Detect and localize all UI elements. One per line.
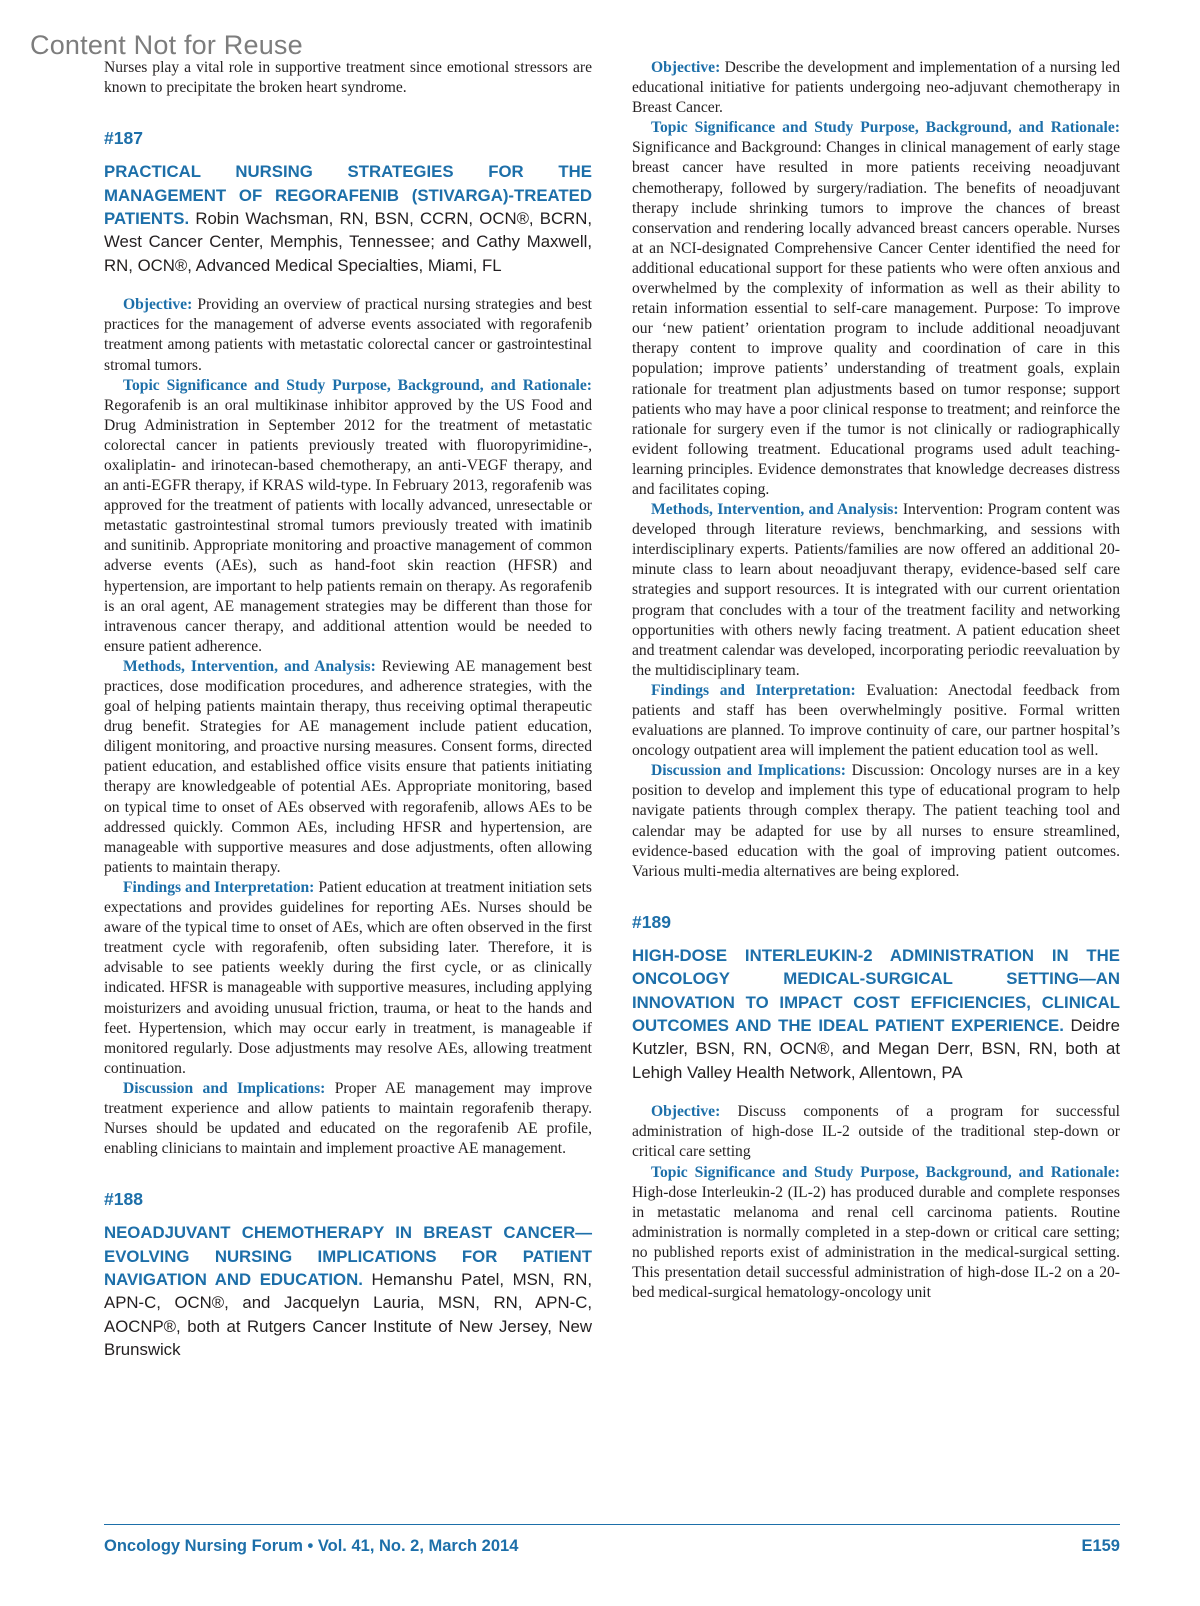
- topic-label: Topic Significance and Study Purpose, Background, and Rationale:: [651, 119, 1120, 137]
- discussion-text: Discussion: Oncology nurses are in a key position to develop and implement this type of educational program to help navigate patients through complex therapy. The patient teaching tool and calendar may be adapted for use by all nurses to ensure streamlined, evidence-based education with the goal of improving patient outcomes. Various multi-media alternatives are being explored.: [632, 762, 1120, 880]
- objective-label: Objective:: [651, 1103, 721, 1121]
- abstract-189-authors: Deidre Kutzler, BSN, RN, OCN®, and Megan Derr, BSN, RN, both at Lehigh Valley Health Network, Allentown, PA: [632, 1016, 1120, 1082]
- objective-label: Objective:: [651, 59, 721, 76]
- methods-label: Methods, Intervention, and Analysis:: [651, 501, 899, 519]
- abstract-189-topic: [632, 1163, 1120, 1304]
- journal-citation: Oncology Nursing Forum • Vol. 41, No. 2, March 2014: [104, 1537, 519, 1555]
- abstract-187-title: PRACTICAL NURSING STRATEGIES FOR THE MANAGEMENT OF REGORAFENIB (STIVARGA)-TREATED PATIENTS.: [104, 162, 592, 228]
- abstract-189-heading: [632, 944, 1120, 1084]
- watermark: Content Not for Reuse: [30, 30, 303, 60]
- methods-label: Methods, Intervention, and Analysis:: [123, 657, 376, 675]
- discussion-text: Proper AE management may improve treatment experience and allow patients to maintain regorafenib therapy. Nurses should be updated and educated on the regorafenib AE profile, enabling clinicians to maintain and implement proactive AE management.: [104, 1079, 592, 1158]
- abstract-188-number: #188: [104, 1189, 143, 1210]
- footer-rule: [104, 1524, 1120, 1525]
- abstract-189-title: HIGH-DOSE INTERLEUKIN-2 ADMINISTRATION IN THE ONCOLOGY MEDICAL-SURGICAL SETTING—AN INNOVATION TO IMPACT COST EFFICIENCIES, CLINICAL OUTCOMES AND THE IDEAL PATIENT EXPERIENCE.: [632, 945, 1120, 1036]
- abstract-187-number: #187: [104, 128, 143, 149]
- objective-text: Describe the development and implementation of a nursing led educational initiative for patients undergoing neo-adjuvant chemotherapy in Breast Cancer.: [632, 59, 1121, 117]
- topic-label: Topic Significance and Study Purpose, Background, and Rationale:: [123, 376, 592, 394]
- topic-text: Regorafenib is an oral multikinase inhibitor approved by the US Food and Drug Administration in September 2012 for the treatment of metastatic colorectal cancer in patients previously treated with fluoropyrimidine-, oxaliplatin- and irinotecan-based chemotherapy, an anti-VEGF therapy, and an anti-EGFR therapy, if KRAS wild-type. In February 2013, regorafenib was approved for the treatment of patients with locally advanced, unresectable or metastatic gastrointestinal stromal tumors previously treated with imatinib and sunitinib. Appropriate monitoring and proactive management of common adverse events (AEs), such as hand-foot skin reaction (HFSR) and hypertension, are important to help patients remain on therapy. As regorafenib is an oral agent, AE management strategies may be different than those for intravenous cancer therapy, and additional attention would be needed to ensure patient adherence.: [104, 396, 592, 655]
- abstract-187-discussion: [104, 1079, 592, 1159]
- abstract-187-authors: Robin Wachsman, RN, BSN, CCRN, OCN®, BCRN, West Cancer Center, Memphis, Tennessee; and Cathy Maxwell, RN, OCN®, Advanced Medical Specialties, Miami, FL: [104, 209, 592, 275]
- abstract-187-heading: [104, 160, 592, 277]
- page-number: E159: [1081, 1537, 1120, 1555]
- abstract-187-topic: [104, 376, 592, 657]
- findings-text: Evaluation: Anectodal feedback from patients and staff has been overwhelmingly positive. Formal written evaluations are planned. To improve continuity of care, our partner hospital’s oncology outpatient area will implement the patient education tool as well.: [632, 681, 1120, 760]
- findings-label: Findings and Interpretation:: [651, 681, 856, 699]
- abstract-187-findings: [104, 878, 592, 1079]
- abstract-188-title: NEOADJUVANT CHEMOTHERAPY IN BREAST CANCER—EVOLVING NURSING IMPLICATIONS FOR PATIENT NAVIGATION AND EDUCATION.: [104, 1223, 592, 1290]
- abstract-189-number: #189: [632, 911, 671, 932]
- abstract-188-topic: [632, 118, 1120, 500]
- abstract-188-authors: Hemanshu Patel, MSN, RN, APN-C, OCN®, and Jacquelyn Lauria, MSN, RN, APN-C, AOCNP®, both at Rutgers Cancer Institute of New Jersey, New Brunswick: [104, 1270, 593, 1360]
- abstract-187-methods: [104, 657, 592, 878]
- topic-text: Significance and Background: Changes in clinical management of early stage breast cancer have resulted in more patients receiving neoadjuvant chemotherapy, followed by surgery/radiation. The benefits of neoadjuvant therapy include shrinking tumors to improve the chances of breast conservation and rendering locally advanced breast cancers operable. Nurses at an NCI-designated Comprehensive Cancer Center identified the need for additional educational support for these patients who were often anxious and overwhelmed by the complexity of information as well as their ability to retain information essential to self-care management. Purpose: To improve our ‘new patient’ orientation program to include additional neoadjuvant therapy content to improve quality and coordination of care in this population; improve patients’ understanding of treatment goals, explain rationale for treatment plan adjustments based on tumor response; support patients who may have a poor clinical response to treatment; and reinforce the rationale for surgery even if the tumor is not clinically or radiographically evident following treatment. Educational programs used adult teaching-learning principles. Evidence demonstrates that knowledge decreases distress and facilitates coping.: [632, 139, 1120, 498]
- objective-text: Providing an overview of practical nursing strategies and best practices for the management of adverse events associated with regorafenib treatment among patients with metastatic colorectal cancer or gastrointestinal stromal tumors.: [104, 296, 592, 374]
- discussion-label: Discussion and Implications:: [123, 1079, 326, 1097]
- findings-label: Findings and Interpretation:: [123, 878, 315, 896]
- abstract-189-objective: [632, 1102, 1120, 1162]
- intro-paragraph: Nurses play a vital role in supportive treatment since emotional stressors are known to precipitate the broken heart syndrome.: [104, 59, 592, 97]
- abstract-188-objective: [632, 58, 1120, 118]
- findings-text: Patient education at treatment initiation sets expectations and provides guidelines for reporting AEs. Nurses should be aware of the typical time to onset of AEs, which are often observed in the first treatment cycle with regorafenib, often subsiding later. Therefore, it is advisable to see patients weekly during the first cycle, or as clinically indicated. HFSR is manageable with supportive measures, including applying moisturizers and avoiding unusual friction, trauma, or heat to the hands and feet. Hypertension, which may occur early in treatment, is manageable if monitored regularly. Dose adjustments may resolve AEs, allowing treatment continuation.: [104, 878, 592, 1077]
- methods-text: Intervention: Program content was developed through literature reviews, benchmarking, and sessions with interdisciplinary experts. Patients/families are now offered an additional 20-minute class to learn about neoadjuvant therapy, evidence-based self care strategies and support resources. It is integrated with our current orientation program that concludes with a tour of the treatment facility and networking opportunities with others newly facing treatment. A patient education sheet and treatment calendar was developed, incorporating periodic reevaluation by the multidisciplinary team.: [632, 501, 1121, 679]
- methods-text: Reviewing AE management best practices, dose modification procedures, and adherence strategies, with the goal of helping patients maintain therapy, thus receiving optimal therapeutic drug benefit. Strategies for AE management include patient education, diligent monitoring, and proactive nursing measures. Consent forms, directed patient education, and established office visits ensure that patients initiating therapy are knowledgeable of potential AEs. Appropriate monitoring, based on typical time to onset of AEs observed with regorafenib, allows AEs to be addressed quickly. Common AEs, including HFSR and hypertension, are manageable with supportive measures and dose adjustments, often allowing patients to maintain therapy.: [104, 657, 593, 876]
- objective-label: Objective:: [123, 296, 193, 314]
- topic-text: High-dose Interleukin-2 (IL-2) has produced durable and complete responses in metastatic melanoma and renal cell carcinoma patients. Routine administration is normally completed in a step-down or critical care setting; no published reports exist of administration in the medical-surgical setting. This presentation detail successful administration of high-dose IL-2 on a 20-bed medical-surgical hematology-oncology unit: [632, 1183, 1120, 1302]
- left-column: [104, 58, 592, 1362]
- abstract-188-methods: [632, 500, 1120, 681]
- abstract-187-objective: [104, 295, 592, 375]
- right-column: [632, 58, 1120, 1303]
- objective-text: Discuss components of a program for successful administration of high-dose IL-2 outside of the traditional step-down or critical care setting: [632, 1103, 1120, 1161]
- abstract-188-discussion: [632, 761, 1120, 882]
- abstract-188-heading: [104, 1221, 592, 1361]
- discussion-label: Discussion and Implications:: [651, 762, 846, 780]
- topic-label: Topic Significance and Study Purpose, Background, and Rationale:: [651, 1163, 1120, 1181]
- abstract-188-findings: [632, 681, 1120, 761]
